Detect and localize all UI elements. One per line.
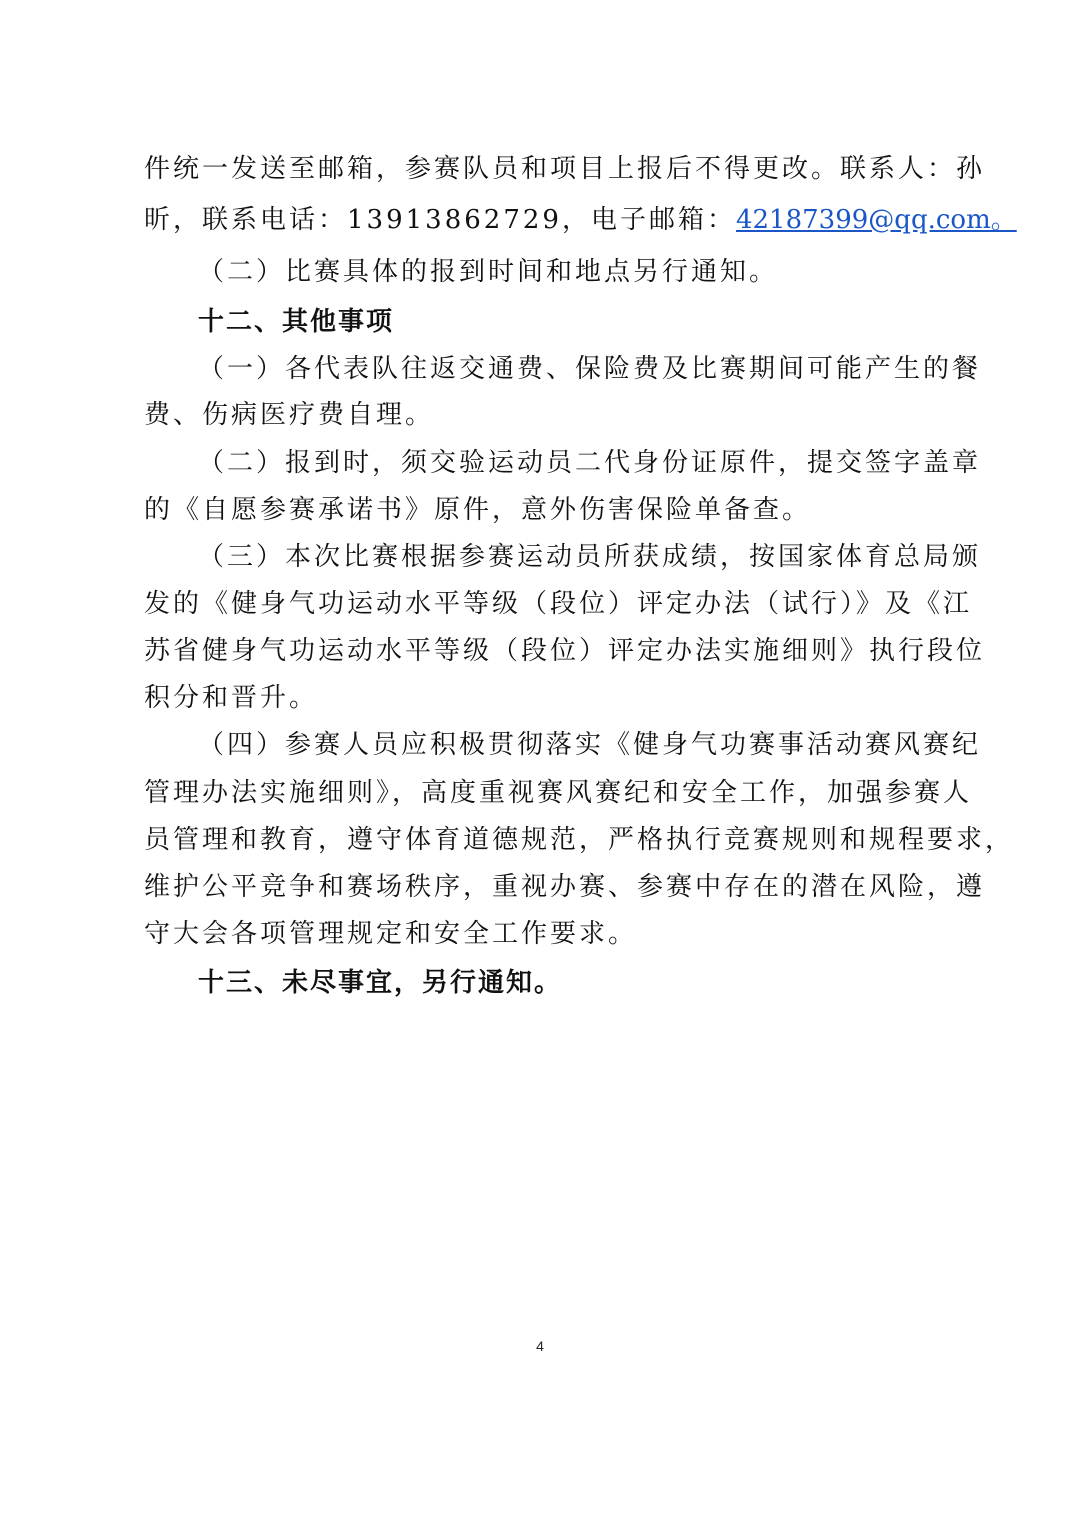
paragraph-line: （二）比赛具体的报到时间和地点另行通知。 bbox=[198, 257, 779, 287]
section-heading-12: 十二、其他事项 bbox=[198, 307, 395, 337]
section-heading-13: 十三、未尽事宜，另行通知。 bbox=[198, 968, 563, 998]
contact-text: 昕，联系电话：13913862729，电子邮箱： bbox=[144, 205, 736, 235]
paragraph-line: 积分和晋升。 bbox=[144, 683, 319, 713]
paragraph-line: 件统一发送至邮箱，参赛队员和项目上报后不得更改。联系人：孙 bbox=[144, 154, 986, 184]
paragraph-line: 员管理和教育，遵守体育道德规范，严格执行竞赛规则和规程要求， bbox=[144, 825, 1015, 855]
email-link[interactable]: 42187399@qq.com。 bbox=[735, 205, 1017, 235]
paragraph-line: （二）报到时，须交验运动员二代身份证原件，提交签字盖章 bbox=[198, 448, 982, 478]
paragraph-line: 的《自愿参赛承诺书》原件，意外伤害保险单备查。 bbox=[144, 495, 812, 525]
contact-line bbox=[144, 203, 1017, 237]
paragraph-line: （四）参赛人员应积极贯彻落实《健身气功赛事活动赛风赛纪 bbox=[198, 730, 982, 760]
page-number: 4 bbox=[536, 1338, 544, 1354]
paragraph-line: （一）各代表队往返交通费、保险费及比赛期间可能产生的餐 bbox=[198, 354, 982, 384]
paragraph-line: 发的《健身气功运动水平等级（段位）评定办法（试行）》及《江 bbox=[144, 589, 973, 619]
paragraph-line: （三）本次比赛根据参赛运动员所获成绩，按国家体育总局颁 bbox=[198, 542, 982, 572]
paragraph-line: 管理办法实施细则》，高度重视赛风赛纪和安全工作，加强参赛人 bbox=[144, 778, 973, 808]
paragraph-line: 维护公平竞争和赛场秩序，重视办赛、参赛中存在的潜在风险，遵 bbox=[144, 872, 986, 902]
paragraph-line: 费、伤病医疗费自理。 bbox=[144, 400, 435, 430]
paragraph-line: 苏省健身气功运动水平等级（段位）评定办法实施细则》执行段位 bbox=[144, 636, 986, 666]
paragraph-line: 守大会各项管理规定和安全工作要求。 bbox=[144, 919, 638, 949]
